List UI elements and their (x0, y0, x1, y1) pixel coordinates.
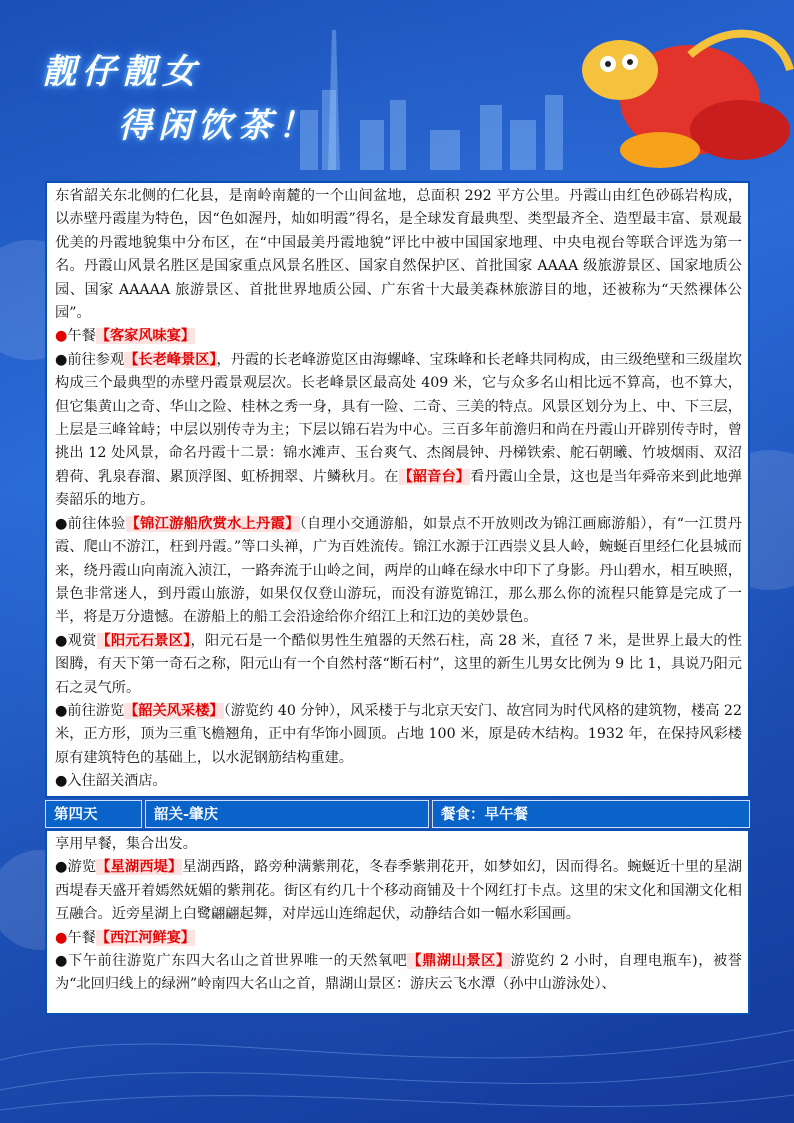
itinerary-panel-day4 (45, 829, 750, 1015)
header-title-line1: 靓仔靓女 (42, 52, 202, 92)
itinerary-panel-day3 (45, 181, 750, 798)
lunch-highlight: 【客家风味宴】 (95, 328, 196, 345)
xinghu-highlight: 【星湖西堤】 (96, 859, 183, 876)
dinghushan-highlight: 【鼎湖山景区】 (407, 953, 511, 970)
day-header-row (45, 800, 750, 828)
jinjiang-item: ●前往体验【锦江游船欣赏水上丹霞】（自理小交通游船，如景点不开放则改为锦江画廊游船），有“一江贯丹霞、爬山不游江，枉到丹霞。”等口头禅，广为百姓流传。锦江水源于江西崇义县人岭，蜿蜒百里经仁化县城而来，绕丹霞山向南流入浈江，一路奔流于山岭之间，两岸的山峰在绿水中印下了身影。丹山碧水，相互映照，景色非常迷人，到丹霞山旅游，如果仅仅登山游玩，而没有游览锦江，那么那么你的流程只能算是完成了一半，将是万分遗憾。在游船上的船工会沿途给你介绍江上和江边的美妙景色。 (55, 515, 742, 626)
jinjiang-highlight: 【锦江游船欣赏水上丹霞】 (125, 515, 300, 532)
fengcailou-item: ●前往游览【韶关风采楼】（游览约 40 分钟），风采楼于与北京天安门、故宫同为时代风格的建筑物，楼高 22 米，正方形，顶为三重飞檐翘角，正中有华饰小圆顶。占地 100 米，原是砖木结构。1932 年，在保持风彩楼原有建筑特色的基础上，以水泥钢筋结构重建。 (55, 702, 742, 766)
lunch-item: ●午餐【客家风味宴】 (55, 328, 196, 345)
breakfast-item: 享用早餐，集合出发。 (55, 836, 197, 852)
zhanglaofeng-highlight: 【长老峰景区】 (124, 351, 217, 368)
lion-dance-illustration (582, 34, 790, 168)
meals-label: 餐食：早午餐 (432, 800, 750, 828)
zhanglaofeng-item: ●前往参观【长老峰景区】，丹霞的长老峰游览区由海螺峰、宝珠峰和长老峰共同构成，由三级绝壁和三级崖坎构成三个最典型的赤壁丹霞景观层次。长老峰景区最高处 409 米，它与众多名山相比远不算高，也不算大，但它集黄山之奇、华山之险、桂林之秀一身，具有一险、二奇、三美的特点。风景区划分为上、中、下三层，上层是三峰耸峙；中层以别传寺为主；下层以锦石岩为中心。三百多年前澹归和尚在丹霞山开辟别传寺时，曾挑出 12 处风景，命名丹霞十二景：锦水滩声、玉台爽气、杰阁晨钟、丹梯铁索、舵石朝曦、竹坡烟雨、双沼碧荷、乳泉春溜、累顶浮图、虹桥拥翠、片鳞秋月。在【韶音台】看丹霞山全景，这也是当年舜帝来到此地弹奏韶乐的地方。 (55, 351, 742, 509)
yangyuanshi-item: ●观赏【阳元石景区】，阳元石是一个酷似男性生殖器的天然石柱，高 28 米，直径 7 米，是世界上最大的性图腾，有天下第一奇石之称，阳元山有一个自然村落“断石村”，这里的新生儿男女比例为 9 比 1，具说乃阳元石之灵气所。 (55, 632, 742, 696)
xinghu-item: ●游览【星湖西堤】星湖西路，路旁种满紫荆花，冬春季紫荆花开，如梦如幻，因而得名。蜿蜒近十里的星湖西堤春天盛开着嫣然妩媚的紫荆花。街区有约几十个移动商铺及十个网红打卡点。这里的宋文化和国潮文化相互融合。近旁星湖上白鹭翩翩起舞，对岸远山连绵起伏，动静结合如一幅水彩国画。 (55, 859, 742, 923)
yangyuanshi-highlight: 【阳元石景区】 (96, 632, 191, 649)
dinghushan-item: ●下午前往游览广东四大名山之首世界唯一的天然氧吧【鼎湖山景区】游览约 2 小时，自理电瓶车)，被誉为“北回归线上的绿洲”岭南四大名山之首，鼎湖山景区：游庆云飞水潭（孙中山游泳处）、 (55, 953, 742, 993)
danxia-intro-paragraph: 东省韶关东北侧的仁化县，是南岭南麓的一个山间盆地，总面积 292 平方公里。丹霞山由红色砂砾岩构成，以赤壁丹霞崖为特色，因“色如渥丹，灿如明霞”得名，是全球发育最典型、类型最齐全、造型最丰富、景观最优美的丹霞地貌集中分布区，在“中国最美丹霞地貌”评比中被中国国家地理、中央电视台等联合评选为第一名。丹霞山风景名胜区是国家重点风景名胜区、国家自然保护区、首批国家 AAAA 级旅游景区、国家地质公园、国家 AAAAA 旅游景区、首批世界地质公园、广东省十大最美森林旅游目的地，还被称为“天然裸体公园”。 (55, 188, 742, 322)
hotel-item: ●入住韶关酒店。 (55, 773, 167, 790)
day-label: 第四天 (45, 800, 142, 828)
lunch-highlight-day4: 【西江河鲜宴】 (95, 929, 196, 946)
lunch-item-day4: ●午餐【西江河鲜宴】 (55, 929, 196, 946)
route-label: 韶关-肇庆 (145, 800, 429, 828)
fengcailou-highlight: 【韶关风采楼】 (124, 702, 224, 719)
header-title-line2: 得闲饮茶！ (118, 106, 318, 146)
shaoyintai-highlight: 【韶音台】 (398, 468, 471, 485)
city-skyline-illustration (300, 30, 563, 170)
